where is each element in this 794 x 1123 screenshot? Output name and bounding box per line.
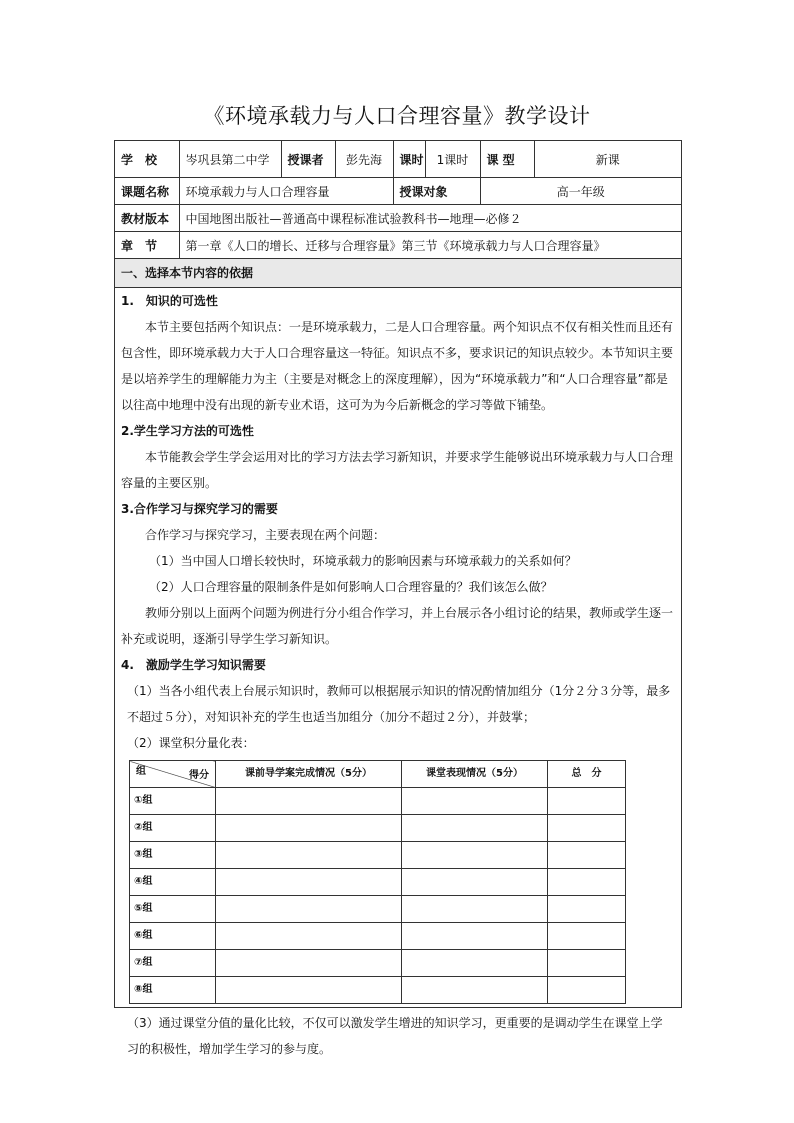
section-heading: 一、选择本节内容的依据 bbox=[115, 259, 681, 288]
chapter-value: 第一章《人口的增长、迁移与合理容量》第三节《环境承载力与人口合理容量》 bbox=[179, 232, 681, 259]
cell bbox=[402, 869, 548, 896]
document-title: 《环境承载力与人口合理容量》教学设计 bbox=[203, 104, 591, 128]
school-label: 学 校 bbox=[115, 141, 179, 178]
cell bbox=[548, 869, 626, 896]
paragraph-knowledge: 本节主要包括两个知识点：一是环境承载力，二是人口合理容量。两个知识点不仅有相关性而且还有包含性，即环境承载力大于人口合理容量这一特征。知识点不多，要求识记的知识点较少。本节知识主要是以培养学生的理解能力为主（主要是对概念上的深度理解），因为“环境承载力”和“人口合理容量”都是以往高中地理中没有出现的新专业术语，这可为为今后新概念的学习等做下铺垫。 bbox=[121, 320, 674, 412]
corner-score-label: 得分 bbox=[189, 770, 209, 781]
question-2: （2）人口合理容量的限制条件是如何影响人口合理容量的？我们该怎么做？ bbox=[149, 580, 553, 594]
heading-knowledge: 1. 知识的可选性 bbox=[121, 294, 218, 308]
textbook-value: 中国地图出版社—普通高中课程标准试验教科书—地理—必修２ bbox=[179, 205, 681, 232]
paragraph-scoring: （1）当各小组代表上台展示知识时，教师可以根据展示知识的情况酌情加组分（1分２分３分等，最多不超过５分），对知识补充的学生也适当加组分（加分不超过２分），并鼓掌； bbox=[127, 684, 671, 724]
textbook-label: 教材版本 bbox=[115, 205, 179, 232]
col-preview: 课前导学案完成情况（5分） bbox=[216, 761, 402, 788]
paragraph-grouping: 教师分别以上面两个问题为例进行分小组合作学习，并上台展示各小组讨论的结果，教师或学生逐一补充或说明，逐渐引导学生学习新知识。 bbox=[121, 606, 674, 646]
topic-value: 环境承载力与人口合理容量 bbox=[179, 178, 393, 205]
cell bbox=[548, 923, 626, 950]
table-row bbox=[130, 869, 626, 896]
col-performance: 课堂表现情况（5分） bbox=[402, 761, 548, 788]
corner-group-label: 组 bbox=[136, 766, 146, 777]
paragraph-table-intro: （2）课堂积分量化表： bbox=[127, 736, 255, 750]
cell bbox=[216, 923, 402, 950]
info-table bbox=[115, 141, 681, 259]
type-value: 新课 bbox=[534, 141, 681, 178]
teacher-label: 授课者 bbox=[281, 141, 335, 178]
cell bbox=[216, 977, 402, 1004]
cell bbox=[402, 950, 548, 977]
group-label: ⑤组 bbox=[130, 896, 216, 923]
group-label: ②组 bbox=[130, 815, 216, 842]
topic-label: 课题名称 bbox=[115, 178, 179, 205]
heading-motivation: 4. 激励学生学习知识需要 bbox=[121, 658, 266, 672]
table-row bbox=[130, 950, 626, 977]
period-label: 课时 bbox=[393, 141, 425, 178]
cell bbox=[216, 815, 402, 842]
period-value: 1课时 bbox=[425, 141, 480, 178]
cell bbox=[402, 923, 548, 950]
heading-cooperation: 3.合作学习与探究学习的需要 bbox=[121, 502, 278, 516]
cell bbox=[402, 977, 548, 1004]
heading-method: 2.学生学习方法的可选性 bbox=[121, 424, 254, 438]
cell bbox=[548, 950, 626, 977]
cell bbox=[402, 815, 548, 842]
group-label: ①组 bbox=[130, 788, 216, 815]
group-label: ③组 bbox=[130, 842, 216, 869]
group-label: ⑦组 bbox=[130, 950, 216, 977]
section-content bbox=[115, 288, 681, 1062]
score-table bbox=[129, 760, 626, 1004]
chapter-label: 章 节 bbox=[115, 232, 179, 259]
table-row bbox=[130, 896, 626, 923]
teacher-value: 彭先海 bbox=[335, 141, 393, 178]
cell bbox=[216, 788, 402, 815]
audience-value: 高一年级 bbox=[480, 178, 681, 205]
group-label: ④组 bbox=[130, 869, 216, 896]
table-row bbox=[130, 842, 626, 869]
group-label: ⑥组 bbox=[130, 923, 216, 950]
cell bbox=[548, 842, 626, 869]
cell bbox=[402, 896, 548, 923]
cell bbox=[402, 788, 548, 815]
table-row bbox=[130, 977, 626, 1004]
cell bbox=[548, 896, 626, 923]
cell bbox=[548, 788, 626, 815]
cell bbox=[548, 815, 626, 842]
audience-label: 授课对象 bbox=[393, 178, 480, 205]
cell bbox=[402, 842, 548, 869]
cell bbox=[216, 869, 402, 896]
cell bbox=[216, 842, 402, 869]
table-row bbox=[130, 788, 626, 815]
lesson-plan-frame bbox=[114, 140, 682, 1056]
question-1: （1）当中国人口增长较快时，环境承载力的影响因素与环境承载力的关系如何？ bbox=[149, 554, 577, 568]
group-label: ⑧组 bbox=[130, 977, 216, 1004]
paragraph-conclusion: （3）通过课堂分值的量化比较，不仅可以激发学生增进的知识学习，更重要的是调动学生在课堂上学习的积极性，增加学生学习的参与度。 bbox=[127, 1016, 663, 1056]
paragraph-method: 本节能教会学生学会运用对比的学习方法去学习新知识，并要求学生能够说出环境承载力与人口合理容量的主要区别。 bbox=[121, 450, 674, 490]
cell bbox=[216, 896, 402, 923]
table-row bbox=[130, 923, 626, 950]
type-label: 课 型 bbox=[480, 141, 534, 178]
paragraph-cooperation: 合作学习与探究学习，主要表现在两个问题： bbox=[145, 528, 386, 542]
score-table-corner bbox=[130, 761, 216, 788]
table-row bbox=[130, 815, 626, 842]
col-total: 总 分 bbox=[548, 761, 626, 788]
cell bbox=[216, 950, 402, 977]
cell bbox=[548, 977, 626, 1004]
school-value: 岑巩县第二中学 bbox=[179, 141, 281, 178]
